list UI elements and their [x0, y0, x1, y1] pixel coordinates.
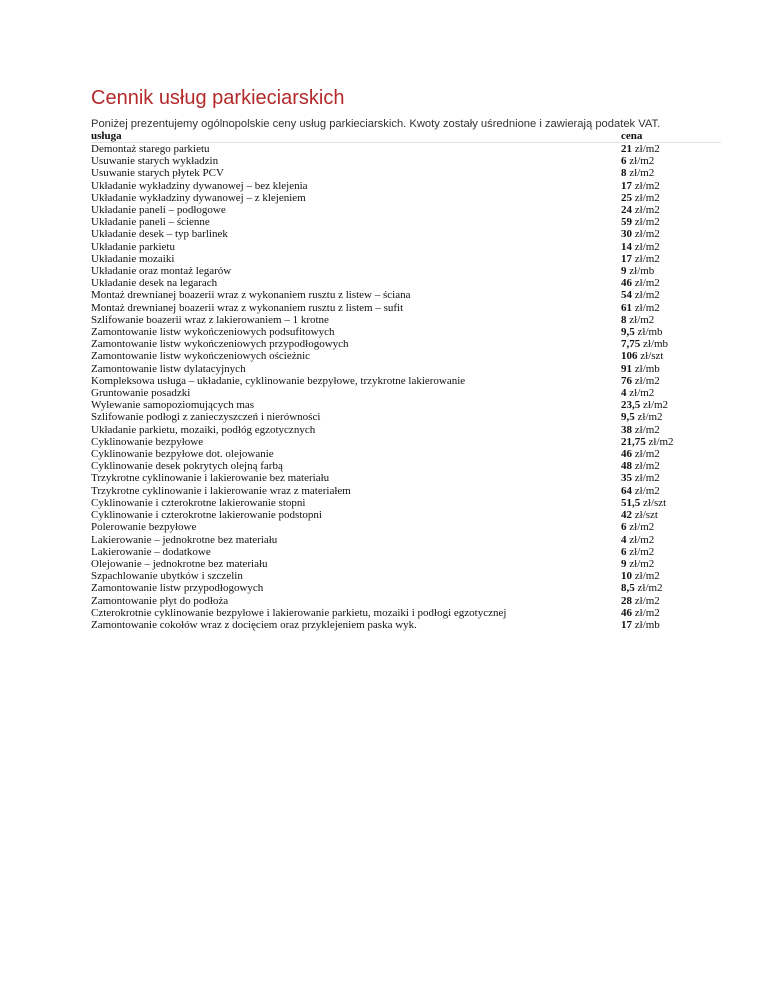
price-unit: zł/m2: [626, 155, 655, 168]
service-price: [621, 338, 721, 350]
table-row: [91, 521, 721, 533]
price-amount: 17: [621, 252, 632, 265]
service-price: [621, 167, 721, 179]
table-row: [91, 302, 721, 314]
table-row: [91, 167, 721, 179]
price-amount: 51,5: [621, 496, 641, 509]
service-name: Zamontowanie listw wykończeniowych podsufitowych: [91, 326, 335, 339]
service-name: Polerowanie bezpyłowe: [91, 521, 197, 534]
price-amount: 4: [621, 533, 627, 546]
price-unit: zł/m2: [626, 387, 655, 400]
price-amount: 35: [621, 472, 632, 485]
price-amount: 76: [621, 374, 632, 387]
service-price: [621, 399, 721, 411]
price-amount: 61: [621, 301, 632, 314]
price-unit: zł/mb: [634, 326, 663, 339]
price-amount: 7,75: [621, 338, 641, 351]
price-amount: 30: [621, 228, 632, 241]
service-price: [621, 472, 721, 484]
table-row: [91, 534, 721, 546]
price-amount: 21,75: [621, 435, 646, 448]
service-price: [621, 180, 721, 192]
table-row: [91, 350, 721, 362]
service-price: [621, 277, 721, 289]
price-amount: 106: [621, 350, 638, 363]
service-name: Układanie desek – typ barlinek: [91, 228, 228, 241]
table-row: [91, 582, 721, 594]
service-name: Trzykrotne cyklinowanie i lakierowanie bez materiału: [91, 472, 330, 485]
table-row: [91, 387, 721, 399]
service-name: Zamontowanie listw dylatacyjnych: [91, 362, 246, 375]
service-name: Układanie paneli – ścienne: [91, 216, 210, 229]
service-price: [621, 204, 721, 216]
table-row: [91, 314, 721, 326]
service-price: [621, 265, 721, 277]
price-amount: 28: [621, 594, 632, 607]
price-amount: 54: [621, 289, 632, 302]
price-unit: zł/m2: [632, 191, 660, 204]
service-price: [621, 326, 721, 338]
service-name: Demontaż starego parkietu: [91, 143, 210, 155]
service-name: Układanie parkietu: [91, 240, 175, 253]
price-unit: zł/m2: [632, 570, 660, 583]
price-amount: 9,5: [621, 411, 635, 424]
price-amount: 64: [621, 484, 632, 497]
price-unit: zł/mb: [632, 362, 660, 375]
price-amount: 14: [621, 240, 632, 253]
table-row: [91, 472, 721, 484]
table-row: [91, 424, 721, 436]
table-row: [91, 155, 721, 167]
price-unit: zł/m2: [632, 301, 660, 314]
table-row: [91, 338, 721, 350]
service-price: [621, 424, 721, 436]
price-unit: zł/m2: [632, 472, 660, 485]
price-unit: zł/m2: [632, 252, 660, 265]
price-list-document: [91, 86, 723, 631]
service-price: [621, 619, 721, 631]
table-row: [91, 204, 721, 216]
price-unit: zł/m2: [626, 533, 655, 546]
service-price: [621, 350, 721, 362]
table-row: [91, 143, 721, 156]
service-name: Zamontowanie cokołów wraz z docięciem oraz przyklejeniem paska wyk.: [91, 618, 417, 631]
table-row: [91, 289, 721, 301]
service-name: Szpachlowanie ubytków i szczelin: [91, 570, 243, 583]
service-name: Zamontowanie listw przypodłogowych: [91, 582, 264, 595]
service-price: [621, 314, 721, 326]
service-price: [621, 241, 721, 253]
price-unit: zł/mb: [640, 338, 669, 351]
service-price: [621, 509, 721, 521]
price-amount: 8: [621, 313, 627, 326]
service-price: [621, 192, 721, 204]
price-unit: zł/m2: [632, 594, 660, 607]
service-price: [621, 302, 721, 314]
price-unit: zł/m2: [632, 143, 660, 155]
service-name: Cyklinowanie i czterokrotne lakierowanie podstopni: [91, 509, 322, 522]
table-row: [91, 192, 721, 204]
service-name: Trzykrotne cyklinowanie i lakierowanie wraz z materiałem: [91, 484, 351, 497]
table-row: [91, 253, 721, 265]
service-name: Układanie parkietu, mozaiki, podłóg egzotycznych: [91, 423, 316, 436]
table-row: [91, 497, 721, 509]
service-name: Szlifowanie boazerii wraz z lakierowaniem – 1 krotne: [91, 313, 329, 326]
service-price: [621, 546, 721, 558]
price-amount: 6: [621, 155, 627, 168]
price-unit: zł/m2: [626, 167, 655, 180]
price-unit: zł/m2: [632, 460, 660, 473]
price-amount: 9,5: [621, 326, 635, 339]
price-amount: 4: [621, 387, 627, 400]
table-row: [91, 570, 721, 582]
service-name: Cyklinowanie bezpyłowe dot. olejowanie: [91, 448, 274, 461]
price-unit: zł/m2: [632, 228, 660, 241]
price-unit: zł/mb: [632, 618, 660, 631]
price-amount: 23,5: [621, 399, 641, 412]
service-price: [621, 607, 721, 619]
price-unit: zł/m2: [632, 423, 660, 436]
price-amount: 46: [621, 448, 632, 461]
service-price: [621, 460, 721, 472]
service-price: [621, 582, 721, 594]
price-amount: 21: [621, 143, 632, 155]
price-column-header: cena: [621, 130, 721, 143]
price-unit: zł/szt: [640, 496, 667, 509]
service-price: [621, 595, 721, 607]
table-row: [91, 595, 721, 607]
service-price: [621, 497, 721, 509]
price-unit: zł/m2: [632, 374, 660, 387]
price-unit: zł/szt: [632, 509, 658, 522]
table-row: [91, 277, 721, 289]
service-name: Cyklinowanie i czterokrotne lakierowanie stopni: [91, 496, 306, 509]
service-price: [621, 387, 721, 399]
service-name: Zamontowanie listw wykończeniowych ościeżnic: [91, 350, 311, 363]
price-amount: 17: [621, 618, 632, 631]
price-amount: 42: [621, 509, 632, 522]
price-unit: zł/m2: [626, 545, 655, 558]
table-row: [91, 216, 721, 228]
price-unit: zł/m2: [632, 179, 660, 192]
price-amount: 10: [621, 570, 632, 583]
service-price: [621, 375, 721, 387]
price-amount: 24: [621, 204, 632, 217]
service-name: Cyklinowanie bezpyłowe: [91, 435, 204, 448]
price-unit: zł/m2: [645, 435, 674, 448]
service-name: Zamontowanie płyt do podłoża: [91, 594, 229, 607]
price-amount: 25: [621, 191, 632, 204]
price-unit: zł/m2: [632, 216, 660, 229]
service-name: Wylewanie samopoziomujących mas: [91, 399, 255, 412]
price-unit: zł/m2: [632, 484, 660, 497]
table-row: [91, 375, 721, 387]
price-unit: zł/m2: [632, 277, 660, 290]
price-amount: 59: [621, 216, 632, 229]
service-name: Kompleksowa usługa – układanie, cyklinowanie bezpyłowe, trzykrotne lakierowanie: [91, 374, 466, 387]
service-name: Układanie paneli – podłogowe: [91, 204, 226, 217]
price-table: [91, 130, 721, 631]
service-name: Czterokrotnie cyklinowanie bezpyłowe i lakierowanie parkietu, mozaiki i podłogi egzotycznej: [91, 606, 507, 619]
page-title: Cennik usług parkieciarskich: [91, 87, 345, 109]
service-name: Usuwanie starych wykładzin: [91, 155, 219, 168]
table-row: [91, 558, 721, 570]
service-name: Zamontowanie listw wykończeniowych przypodłogowych: [91, 338, 349, 351]
table-row: [91, 363, 721, 375]
price-amount: 38: [621, 423, 632, 436]
service-price: [621, 485, 721, 497]
price-unit: zł/m2: [640, 399, 669, 412]
price-unit: zł/mb: [626, 265, 655, 278]
price-amount: 91: [621, 362, 632, 375]
price-unit: zł/m2: [632, 289, 660, 302]
service-name: Lakierowanie – dodatkowe: [91, 545, 211, 558]
price-unit: zł/m2: [632, 204, 660, 217]
table-row: [91, 399, 721, 411]
service-price: [621, 216, 721, 228]
service-name: Montaż drewnianej boazerii wraz z wykonaniem rusztu z listew – ściana: [91, 289, 411, 302]
service-name: Lakierowanie – jednokrotne bez materiału: [91, 533, 278, 546]
service-price: [621, 155, 721, 167]
service-column-header: usługa: [91, 130, 621, 143]
table-row: [91, 607, 721, 619]
price-amount: 9: [621, 557, 627, 570]
service-name: Układanie wykładziny dywanowej – z klejeniem: [91, 191, 306, 204]
price-amount: 8,5: [621, 582, 635, 595]
table-row: [91, 241, 721, 253]
table-row: [91, 546, 721, 558]
service-price: [621, 363, 721, 375]
service-name: Układanie oraz montaż legarów: [91, 265, 232, 278]
table-row: [91, 460, 721, 472]
service-name: Usuwanie starych płytek PCV: [91, 167, 224, 180]
table-row: [91, 411, 721, 423]
price-unit: zł/m2: [632, 448, 660, 461]
intro-text: Poniżej prezentujemy ogólnopolskie ceny usług parkieciarskich. Kwoty zostały uśrednione i zawierają podatek VAT.: [91, 118, 661, 130]
price-unit: zł/m2: [634, 411, 663, 424]
service-name: Układanie desek na legarach: [91, 277, 218, 290]
service-name: Montaż drewnianej boazerii wraz z wykonaniem rusztu z listem – sufit: [91, 301, 404, 314]
price-table-body: [91, 143, 721, 632]
service-price: [621, 411, 721, 423]
service-name: Szlifowanie podłogi z zanieczyszczeń i nierówności: [91, 411, 321, 424]
price-amount: 8: [621, 167, 627, 180]
price-amount: 46: [621, 606, 632, 619]
price-amount: 9: [621, 265, 627, 278]
table-row: [91, 228, 721, 240]
table-row: [91, 326, 721, 338]
service-price: [621, 448, 721, 460]
service-price: [621, 253, 721, 265]
service-name: Olejowanie – jednokrotne bez materiału: [91, 557, 268, 570]
price-unit: zł/m2: [626, 313, 655, 326]
table-row: [91, 265, 721, 277]
service-price: [621, 228, 721, 240]
service-name: Gruntowanie posadzki: [91, 387, 191, 400]
table-row: [91, 509, 721, 521]
service-price: [621, 558, 721, 570]
service-price: [621, 521, 721, 533]
table-row: [91, 436, 721, 448]
service-price: [621, 289, 721, 301]
service-price: [621, 143, 721, 156]
price-unit: zł/m2: [626, 521, 655, 534]
table-row: [91, 619, 721, 631]
service-name: Układanie wykładziny dywanowej – bez klejenia: [91, 179, 308, 192]
price-unit: zł/szt: [637, 350, 664, 363]
table-row: [91, 180, 721, 192]
service-price: [621, 570, 721, 582]
table-row: [91, 448, 721, 460]
service-name: Cyklinowanie desek pokrytych olejną farbą: [91, 460, 283, 473]
price-amount: 6: [621, 545, 627, 558]
service-price: [621, 436, 721, 448]
price-amount: 48: [621, 460, 632, 473]
service-name: Układanie mozaiki: [91, 252, 175, 265]
price-unit: zł/m2: [632, 606, 660, 619]
table-row: [91, 485, 721, 497]
price-unit: zł/m2: [626, 557, 655, 570]
price-amount: 46: [621, 277, 632, 290]
service-price: [621, 534, 721, 546]
price-unit: zł/m2: [632, 240, 660, 253]
price-amount: 6: [621, 521, 627, 534]
price-unit: zł/m2: [634, 582, 663, 595]
price-amount: 17: [621, 179, 632, 192]
